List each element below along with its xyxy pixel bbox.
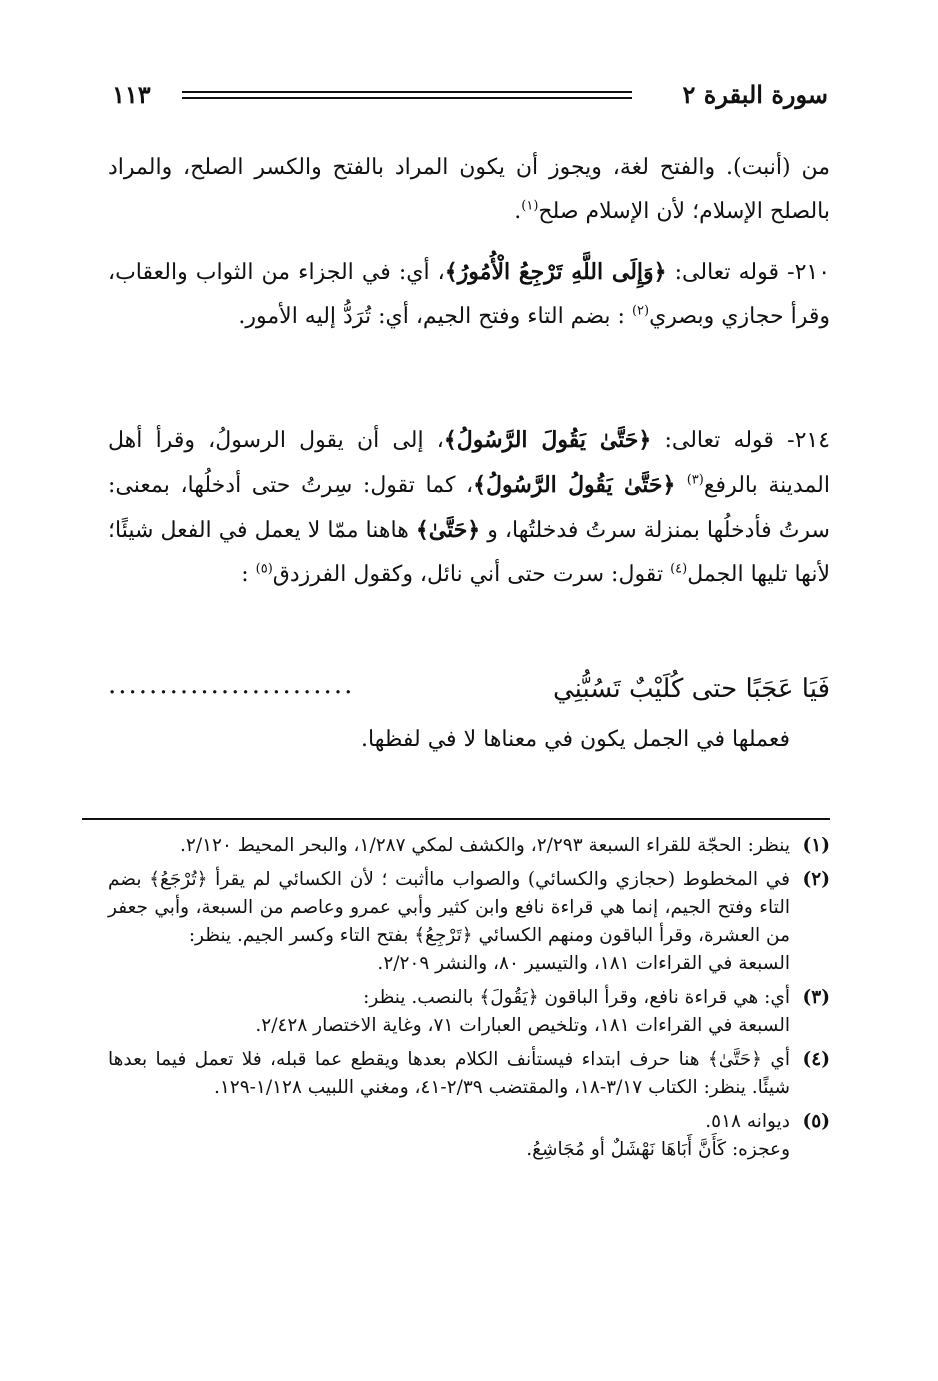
- footnote-3: [108, 984, 830, 1040]
- footnote-ref: (١): [521, 198, 539, 214]
- paragraph-text: ، أي: في الجزاء من الثواب والعقاب، وقرأ حجازي وبصري: [108, 260, 830, 329]
- verse-second-half: ........................: [108, 670, 355, 700]
- footnote-text: ينظر: الحجّة للقراء السبعة ٢/٢٩٣، والكشف لمكي ١/٢٨٧، والبحر المحيط ٢/١٢٠.: [180, 835, 790, 856]
- quran-quote: ﴿حَتَّىٰ يَقُولَ الرَّسُولُ﴾: [443, 427, 652, 453]
- paragraph-text: ، إلى أن يقول الرسولُ، وقرأ أهل المدينة بالرفع: [108, 428, 830, 498]
- paragraph-1: [108, 146, 830, 234]
- poetry-verse: [108, 668, 830, 718]
- page-header: [112, 80, 828, 116]
- footnote-text: أي: هي قراءة نافع، وقرأ الباقون ﴿يَقُولَ﴾ بالنصب. ينظر:: [363, 987, 790, 1008]
- footnote-text: وعجزه: كَأَنَّ أَبَاهَا نَهْشَلٌ أو مُجَاشِعُ.: [526, 1139, 790, 1160]
- verse-first-half: فَيَا عَجَبًا حتى كُلَيْبٌ تَسُبُّنِي: [552, 674, 830, 704]
- footnote-text: ديوانه ٥١٨.: [705, 1111, 790, 1132]
- verse-number: ٢١٤- قوله تعالى:: [651, 428, 831, 453]
- quran-quote: ﴿حَتَّىٰ﴾: [415, 517, 481, 543]
- footnote-2: [108, 866, 830, 978]
- footnote-1: [108, 832, 830, 860]
- paragraph-text: .: [514, 199, 522, 224]
- footnote-5: [108, 1108, 830, 1164]
- header-rule: [182, 91, 632, 101]
- footnote-number: (١): [802, 835, 830, 856]
- verse-number: ٢١٠- قوله تعالى:: [666, 260, 831, 285]
- footnote-text: في المخطوط (حجازي والكسائي) والصواب ماأثبت ؛ لأن الكسائي لم يقرأ ﴿تُرْجَعُ﴾ بضم التاء وفتح الجيم، إنما هي قراءة نافع وابن كثير وأبي عمرو وعاصم من السبعة، وأبي جعفر من العشرة، وقرأ الباقون ومنهم الكسائي ﴿تَرْجِعُ﴾ بفتح التاء وكسر الجيم. ينظر:: [108, 869, 790, 946]
- footnotes: [108, 832, 830, 1170]
- quran-quote: ﴿وَإِلَى اللَّهِ تَرْجِعُ الْأُمُورُ﴾: [444, 259, 667, 285]
- footnote-number: (٤): [802, 1049, 830, 1070]
- paragraph-text: تقول: سرت حتى أني نائل، وكقول الفرزدق: [272, 562, 671, 587]
- surah-title: سورة البقرة ٢: [682, 80, 828, 109]
- quran-quote: ﴿حَتَّىٰ يَقُولُ الرَّسُولُ﴾: [473, 472, 687, 498]
- footnote-separator: [82, 818, 830, 820]
- paragraph-text: :: [241, 562, 256, 587]
- paragraph-2: [108, 250, 830, 339]
- paragraph-4: فعملها في الجمل يكون في معناها لا في لفظها.: [361, 727, 790, 752]
- footnote-number: (٢): [802, 869, 830, 890]
- footnote-ref: (٢): [631, 303, 650, 319]
- footnote-text: السبعة في القراءات ١٨١، وتلخيص العبارات ٧١، وغاية الاختصار ٢/٤٢٨.: [255, 1015, 790, 1036]
- footnote-4: [108, 1046, 830, 1102]
- footnote-ref: (٤): [670, 561, 688, 577]
- footnote-ref: (٥): [255, 561, 273, 577]
- paragraph-text: ، كما تقول: سِرتُ حتى أدخلُها، بمعنى: سرتُ فأدخلُها بمنزلة سرتُ فدخلتُها، و: [108, 473, 830, 543]
- footnote-ref: (٣): [686, 472, 704, 488]
- footnote-text: السبعة في القراءات ١٨١، والتيسير ٨٠، والنشر ٢/٢٠٩.: [377, 953, 790, 974]
- footnote-text: أي ﴿حَتَّىٰ﴾ هنا حرف ابتداء فيستأنف الكلام بعدها ويقطع عما قبله، فلا تعمل فيما بعدها شيئًا. ينظر: الكتاب ٣/١٧-١٨، والمقتضب ٢/٣٩-٤١، ومغني اللبيب ١/١٢٨-١٢٩.: [108, 1049, 790, 1098]
- page-number: ١١٣: [112, 80, 151, 109]
- paragraph-text: هاهنا ممّا لا يعمل في الفعل شيئًا؛ لأنها تليها الجمل: [108, 518, 830, 587]
- paragraph-3: [108, 418, 830, 597]
- paragraph-text: : بضم التاء وفتح الجيم، أي: تُرَدُّ إليه الأمور.: [238, 304, 632, 329]
- footnote-number: (٥): [802, 1111, 830, 1132]
- paragraph-text: من (أنبت). والفتح لغة، ويجوز أن يكون المراد بالفتح والكسر الصلح، والمراد بالصلح الإسلام؛ لأن الإسلام صلح: [108, 155, 830, 224]
- footnote-number: (٣): [802, 987, 830, 1008]
